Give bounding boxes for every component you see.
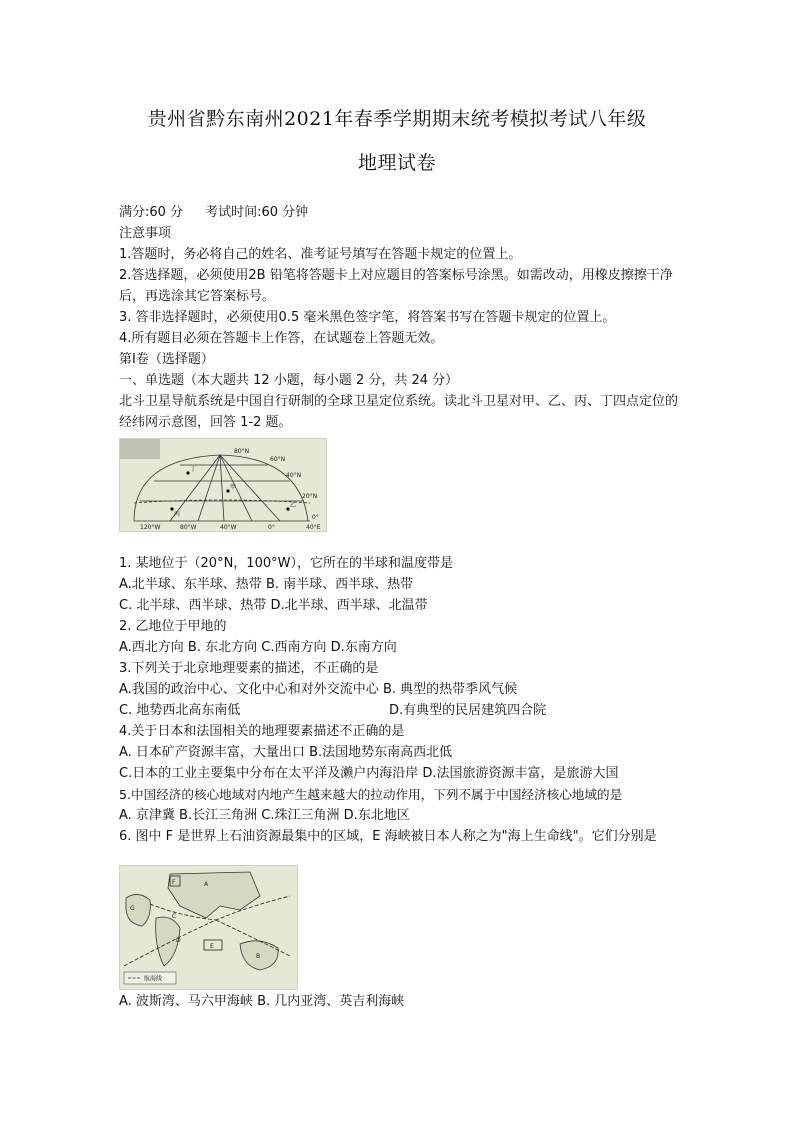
region-label-d: D <box>176 937 181 944</box>
q3-option-a: A.我国的政治中心、文化中心和对外交流中心 <box>119 682 379 697</box>
exam-time: 考试时间:60 分钟 <box>205 205 309 220</box>
exam-subtitle: 地理试卷 <box>357 152 436 174</box>
full-score: 满分:60 分 <box>119 205 184 220</box>
q1-option-b: B. 南半球、西半球、热带 <box>265 577 414 592</box>
lon-label-80w: 80°W <box>180 524 197 531</box>
notes-heading: 注意事项 <box>119 226 172 241</box>
q1-options-cd <box>119 595 684 616</box>
q2-options: A.西北方向 B. 东北方向 C.西南方向 D.东南方向 <box>119 640 397 655</box>
q3-option-d: D.有典型的民居建筑四合院 <box>389 703 547 718</box>
region-label-b: B <box>256 953 261 960</box>
part-heading: 一、单选题（本大题共 12 小题，每小题 2 分，共 24 分） <box>119 373 459 388</box>
q3-option-b: B. 典型的热带季风气候 <box>382 682 518 697</box>
q5-options: A. 京津冀 B.长江三角洲 C.珠江三角洲 D.东北地区 <box>119 808 410 823</box>
region-label-e: E <box>210 943 214 950</box>
point-label-ding: 丁 <box>190 466 197 473</box>
q6-options-block <box>119 991 684 1012</box>
note-4: 4.所有题目必须在答题卡上作答，在试题卷上答题无效。 <box>119 331 444 346</box>
q4-option-d: D.法国旅游资源丰富，是旅游大国 <box>422 766 619 781</box>
q6-stem: 6. 图中 F 是世界上石油资源最集中的区域，E 海峡被日本人称之为"海上生命线"。它们分别是 <box>119 829 657 844</box>
lat-label-60n: 60°N <box>270 456 286 463</box>
q3-options-ab <box>119 679 684 700</box>
land-a <box>168 872 260 918</box>
q1-option-d: D.北半球、西半球、北温带 <box>270 598 428 613</box>
question-intro: 北斗卫星导航系统是中国自行研制的全球卫星定位系统。读北斗卫星对甲、乙、丙、丁四点定位的经纬网示意图，回答 1-2 题。 <box>119 394 679 430</box>
q3-stem: 3.下列关于北京地理要素的描述，不正确的是 <box>119 661 379 676</box>
point-label-jia: 甲 <box>230 484 237 491</box>
q6-option-a: A. 波斯湾、马六甲海峡 <box>119 994 253 1009</box>
note-1: 1.答题时，务必将自己的姓名、准考证号填写在答题卡规定的位置上。 <box>119 247 522 262</box>
q5-stem: 5.中国经济的核心地域对内地产生越来越大的拉动作用，下列不属于中国经济核心地域的是 <box>119 787 623 802</box>
graticule-map <box>120 439 326 531</box>
volume-heading: 第Ⅰ卷（选择题） <box>119 352 214 367</box>
graticule-lines <box>134 455 310 521</box>
region-label-f: F <box>172 879 176 886</box>
lat-label-0: 0° <box>312 514 319 521</box>
q1-stem: 1. 某地位于（20°N，100°W），它所在的半球和温度带是 <box>119 556 453 571</box>
q4-option-a: A. 日本矿产资源丰富，大量出口 <box>119 745 305 760</box>
q1-options-ab <box>119 574 684 595</box>
point-label-bing: 丙 <box>174 511 181 518</box>
exam-instructions <box>119 202 684 433</box>
q3-options-cd <box>119 700 684 721</box>
region-label-g: G <box>130 905 135 912</box>
region-label-a: A <box>204 881 209 888</box>
q1-option-a: A.北半球、东半球、热带 <box>119 577 262 592</box>
sea-route-map-figure <box>119 865 298 990</box>
point-label-yi: 乙 <box>290 502 297 509</box>
q1-option-c: C. 北半球、西半球、热带 <box>119 598 267 613</box>
lon-label-40w: 40°W <box>220 524 237 531</box>
lat-label-20n: 20°N <box>302 493 318 500</box>
lat-label-80n: 80°N <box>234 448 250 455</box>
lon-label-0: 0° <box>268 524 275 531</box>
q4-options-cd <box>119 763 684 784</box>
q4-option-b: B.法国地势东南高西北低 <box>309 745 453 760</box>
legend-label: 航海线 <box>144 975 163 983</box>
q3-option-c: C. 地势西北高东南低 <box>119 703 241 718</box>
graticule-map-figure <box>119 438 327 532</box>
q4-option-c: C.日本的工业主要集中分布在太平洋及濑户内海沿岸 <box>119 766 419 781</box>
lon-label-120w: 120°W <box>140 524 161 531</box>
questions-block <box>119 553 684 847</box>
q4-stem: 4.关于日本和法国相关的地理要素描述不正确的是 <box>119 724 405 739</box>
region-label-c: C <box>172 913 177 920</box>
exam-title: 贵州省黔东南州2021年春季学期期末统考模拟考试八年级 <box>147 108 647 130</box>
q6-option-b: B. 几内亚湾、英吉利海峡 <box>257 994 405 1009</box>
lat-label-40n: 40°N <box>286 472 302 479</box>
exam-info-line <box>119 202 684 223</box>
lon-label-40e: 40°E <box>306 524 321 531</box>
q6-options-ab <box>119 991 684 1012</box>
note-2: 2.答选择题，必须使用2B 铅笔将答题卡上对应题目的答案标号涂黑。如需改动，用橡皮擦擦干净后，再选涂其它答案标号。 <box>119 268 673 304</box>
dashed-path <box>134 500 310 503</box>
q2-stem: 2. 乙地位于甲地的 <box>119 619 227 634</box>
figure-blur-patch <box>120 439 160 459</box>
q4-options-ab <box>119 742 684 763</box>
sea-route-map <box>120 866 297 989</box>
note-3: 3. 答非选择题时，必须使用0.5 毫米黑色签字笔，将答案书写在答题卡规定的位置上。 <box>119 310 616 325</box>
